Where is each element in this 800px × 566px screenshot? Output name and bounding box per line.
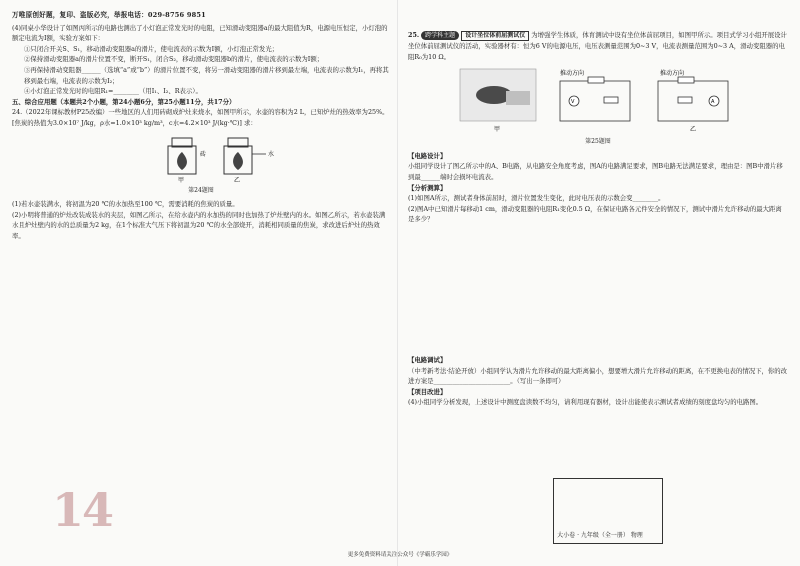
q25-text: 25. 跨学科主题 设计坐位体前屈测试仪 为增强学生体质，体育测试中设有坐位体前屈项目，如图甲所示。项目式学习小组开展设计坐位体前屈测试仪的活动，实验器材有：恒为6 V的电源电压，电压表测量范围为0~3 V，电流表测量范围为0~3 A，滑动变阻器的电阻R₀为10 Ω。 bbox=[408, 31, 787, 61]
right-column bbox=[408, 10, 788, 408]
q24-figure bbox=[12, 132, 390, 184]
fig-label-b: 乙 bbox=[690, 126, 697, 134]
fig-label-water: 水 bbox=[268, 150, 275, 158]
analysis-heading: 【分析测算】 bbox=[408, 183, 447, 192]
improve-text: (4)小组同学分析发现，上述设计中测度盘读数不均匀，请利用现有器材，设计出能使表示测试者成绩的刻度盘均匀的电路图。 bbox=[408, 398, 763, 407]
sit-reach-figures bbox=[408, 65, 788, 135]
q4-step3: ③再保持滑动变阻器______（选填“a”或“b”）的滑片位置不变，将另一滑动变阻器的滑片移到最左端，电流表的示数为I₁，再将其移到最右端，电流表的示数为I₂； bbox=[24, 65, 389, 85]
fig-label-b: 乙 bbox=[234, 176, 241, 184]
fig-label-a: 甲 bbox=[494, 126, 501, 134]
flame-icon bbox=[233, 152, 243, 170]
page-divider bbox=[397, 0, 398, 566]
q4-step4: ④小灯泡正常发光时的电阻R₁=________（用I₁、I₂、R表示）。 bbox=[24, 87, 202, 96]
analysis-q2: (2)图A中已知滑片每移动1 cm，滑动变阻器的电阻R₁变化0.5 Ω，在保证电路各元件安全的情况下，测试中滑片允许移动的最大距离是多少？ bbox=[408, 204, 782, 224]
push-direction-label-a: 推动方向 bbox=[560, 70, 585, 78]
q25-caption: 第25题图 bbox=[585, 138, 611, 146]
q24-text: 24.（2022年课标教材P25改编）一些地区的人们用砖砌成炉灶来烧水，如图甲所示，水壶的容积为2 L，已知炉灶的热效率为25%。[焦炭的热值为3.0×10⁷ J/kg，ρ水=1.0×10³ kg/m³，c水=4.2×10³ J/(kg·℃)] 求： bbox=[12, 108, 389, 127]
debug-text: （中考新考法·结论开放）小组同学认为滑片允许移动的最大距离偏小，想要增大滑片允许移动的距离，在不更换电表的情况下，你的改进方案是________________________。（写出一条即可） bbox=[408, 366, 788, 386]
fig-label-brick: 砖 bbox=[200, 150, 207, 158]
section-five-title: 五、综合应用题（本题共2个小题，第24小题6分，第25小题11分，共17分） bbox=[12, 97, 236, 106]
q4-step1: ①只闭合开关S、S₁，移动滑动变阻器a的滑片，使电流表的示数为I额，小灯泡正常发光； bbox=[24, 44, 279, 53]
debug-heading: 【电路调试】 bbox=[408, 355, 447, 364]
circuit-design-text: 小组同学设计了图乙所示中的A、B电路，从电路安全角度考虑，图A的电路满足要求，图B电路无法满足要求，理由是：图B中滑片移到最______端时会损坏电流表。 bbox=[408, 162, 783, 181]
page-number: 14 bbox=[52, 483, 113, 537]
flame-icon bbox=[177, 152, 187, 170]
analysis-q1: (1)如图A所示，测试者身体前屈时，滑片位置发生变化，此时电压表的示数会变________。 bbox=[408, 194, 665, 203]
q4-text: (4)同桌小华设计了如图丙所示的电路也测出了小灯泡正常发光时的电阻，已知滑动变阻器a的最大阻值为R，电源电压恒定，小灯泡的额定电流为I额，实验方案如下： bbox=[12, 23, 388, 43]
left-column bbox=[12, 10, 390, 242]
circuit-design-heading: 【电路设计】 bbox=[408, 151, 447, 160]
topic-badge: 设计坐位体前屈测试仪 bbox=[461, 31, 529, 41]
improve-heading: 【项目改进】 bbox=[408, 387, 447, 396]
boiler-diagram bbox=[12, 132, 390, 184]
q24-caption: 第24题图 bbox=[188, 186, 214, 194]
subject-theme-badge: 跨学科主题 bbox=[421, 31, 459, 40]
svg-text:V: V bbox=[571, 99, 575, 106]
svg-text:A: A bbox=[711, 99, 715, 106]
page-header: 万唯原创好题，复印、盗版必究，举报电话：029-8756 9851 bbox=[12, 11, 206, 19]
fig-label-a: 甲 bbox=[178, 176, 185, 184]
footer-promo: 更多免费资料请关注公众号《学霸乐学园》 bbox=[347, 552, 453, 558]
q25-figure bbox=[408, 65, 788, 135]
footer-booklet: 大小卷 · 九年级（全一册） 物理 bbox=[557, 532, 643, 539]
q4-step2: ②保持滑动变阻器a的滑片位置不变，断开S₁，闭合S₂，移动滑动变阻器b的滑片，使电流表的示数为I额； bbox=[24, 55, 324, 64]
q24-part1: (1)若水壶装满水，将初温为20 ℃的水加热至100 ℃，需要消耗的焦炭的质量。 bbox=[12, 200, 239, 209]
push-direction-label-b: 推动方向 bbox=[660, 70, 685, 78]
q24-part2: (2)小明将普通的炉灶改装成装水的夹层，如图乙所示，在给水壶内的水加热的同时也加热了炉灶壁内的水。如图乙所示，若水壶装满水且炉灶壁内的水的总质量为2 kg，在1个标准大气压下将初温为20 ℃的水全部烧开，消耗相同质量的焦炭，求改进后炉灶的热效率。 bbox=[12, 210, 386, 240]
